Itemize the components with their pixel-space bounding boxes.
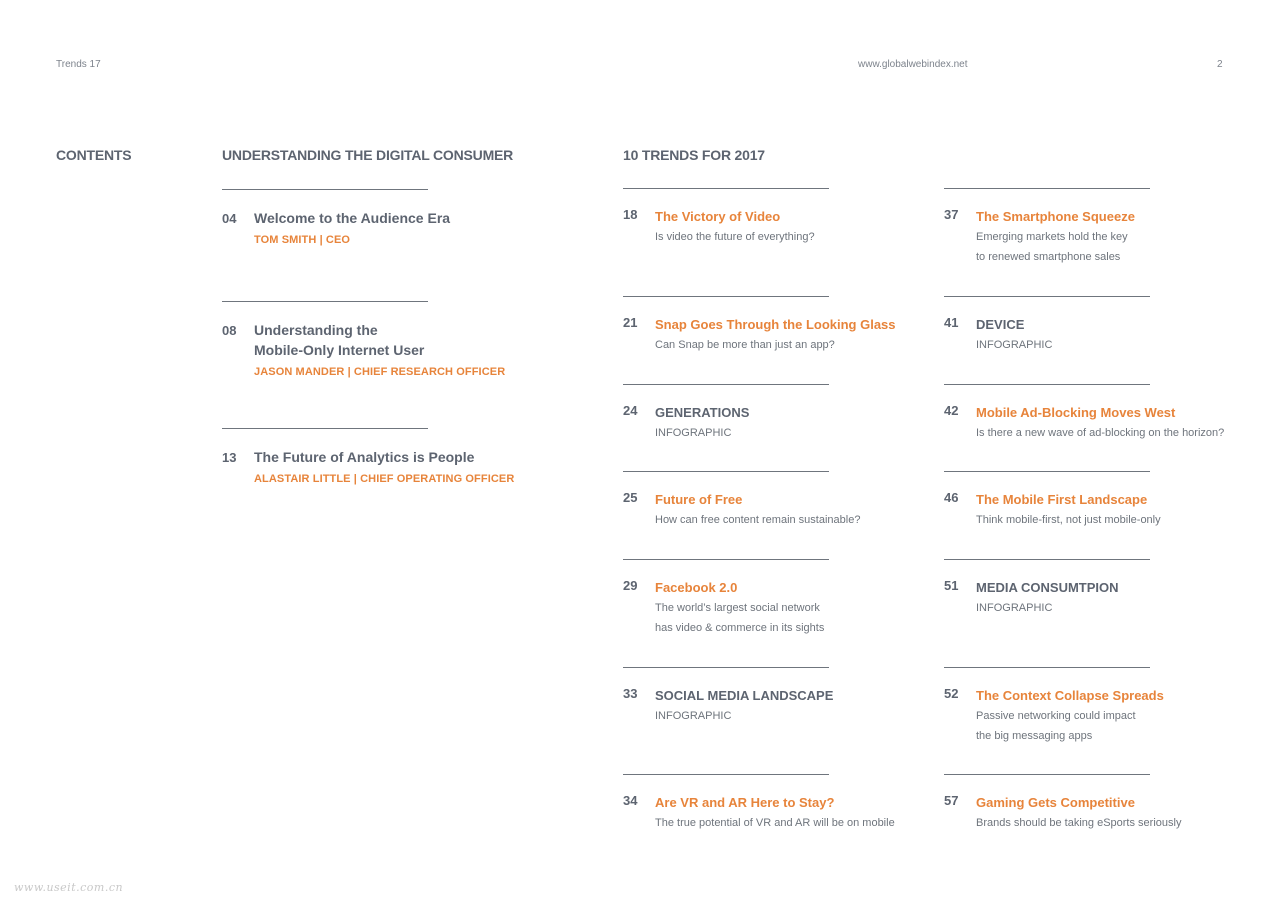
divider xyxy=(944,774,1150,775)
trends-heading: 10 TRENDS FOR 2017 xyxy=(623,147,765,163)
trend-page-number: 52 xyxy=(944,686,959,701)
trend-subtitle: the big messaging apps xyxy=(976,730,1093,742)
trend-title: MEDIA CONSUMTPION xyxy=(976,580,1119,595)
divider xyxy=(944,471,1150,472)
divider xyxy=(944,559,1150,560)
trend-subtitle: Passive networking could impact xyxy=(976,710,1136,722)
trend-title: Are VR and AR Here to Stay? xyxy=(655,795,835,810)
divider xyxy=(623,667,829,668)
trend-subtitle: Can Snap be more than just an app? xyxy=(655,339,835,351)
trend-page-number: 29 xyxy=(623,578,638,593)
header-publication: Trends 17 xyxy=(56,59,101,70)
trend-title: DEVICE xyxy=(976,317,1025,332)
trend-page-number: 25 xyxy=(623,490,638,505)
trend-subtitle: has video & commerce in its sights xyxy=(655,622,825,634)
trend-subtitle: How can free content remain sustainable? xyxy=(655,514,861,526)
divider xyxy=(623,471,829,472)
trend-subtitle: to renewed smartphone sales xyxy=(976,251,1121,263)
trend-subtitle: The world’s largest social network xyxy=(655,602,820,614)
divider xyxy=(623,774,829,775)
trend-subtitle: Is there a new wave of ad-blocking on the horizon? xyxy=(976,427,1225,439)
trend-page-number: 42 xyxy=(944,403,959,418)
digital-consumer-heading: UNDERSTANDING THE DIGITAL CONSUMER xyxy=(222,147,514,163)
divider xyxy=(944,296,1150,297)
entry-title-line-2: Mobile-Only Internet User xyxy=(254,342,425,358)
entry-page-number: 04 xyxy=(222,211,237,226)
divider xyxy=(944,667,1150,668)
trend-title: GENERATIONS xyxy=(655,405,750,420)
trend-subtitle: Think mobile-first, not just mobile-only xyxy=(976,514,1161,526)
entry-title: The Future of Analytics is People xyxy=(254,449,475,465)
trend-title: SOCIAL MEDIA LANDSCAPE xyxy=(655,688,834,703)
divider xyxy=(222,428,428,429)
entry-author: ALASTAIR LITTLE | CHIEF OPERATING OFFICER xyxy=(254,473,515,485)
trend-subtitle: The true potential of VR and AR will be on mobile xyxy=(655,817,895,829)
trend-page-number: 37 xyxy=(944,207,959,222)
trend-page-number: 41 xyxy=(944,315,959,330)
entry-title: Welcome to the Audience Era xyxy=(254,210,451,226)
divider xyxy=(944,384,1150,385)
trend-title: Gaming Gets Competitive xyxy=(976,795,1135,810)
divider xyxy=(944,188,1150,189)
trend-title: Facebook 2.0 xyxy=(655,580,738,595)
trend-page-number: 57 xyxy=(944,793,959,808)
trend-page-number: 18 xyxy=(623,207,638,222)
trend-page-number: 24 xyxy=(623,403,638,418)
divider xyxy=(623,559,829,560)
trend-title: Future of Free xyxy=(655,492,743,507)
entry-author: JASON MANDER | CHIEF RESEARCH OFFICER xyxy=(254,366,506,378)
trend-title: The Context Collapse Spreads xyxy=(976,688,1164,703)
contents-heading: CONTENTS xyxy=(56,147,132,163)
entry-author: TOM SMITH | CEO xyxy=(254,234,351,246)
divider xyxy=(623,384,829,385)
trend-subtitle: INFOGRAPHIC xyxy=(655,427,732,439)
header-url[interactable]: www.globalwebindex.net xyxy=(858,59,968,70)
trend-title: Snap Goes Through the Looking Glass xyxy=(655,317,896,332)
trend-title: Mobile Ad-Blocking Moves West xyxy=(976,405,1176,420)
entry-page-number: 08 xyxy=(222,323,237,338)
trend-subtitle: Emerging markets hold the key xyxy=(976,231,1128,243)
trend-subtitle: INFOGRAPHIC xyxy=(976,602,1053,614)
divider xyxy=(623,296,829,297)
divider xyxy=(222,301,428,302)
page-number: 2 xyxy=(1217,59,1223,70)
trend-page-number: 21 xyxy=(623,315,638,330)
trend-subtitle: INFOGRAPHIC xyxy=(655,710,732,722)
trend-subtitle: INFOGRAPHIC xyxy=(976,339,1053,351)
trend-page-number: 34 xyxy=(623,793,638,808)
trend-title: The Mobile First Landscape xyxy=(976,492,1148,507)
divider xyxy=(623,188,829,189)
entry-title-line-1: Understanding the xyxy=(254,322,378,338)
trend-title: The Victory of Video xyxy=(655,209,781,224)
trend-page-number: 46 xyxy=(944,490,959,505)
trend-subtitle: Is video the future of everything? xyxy=(655,231,815,243)
trend-subtitle: Brands should be taking eSports seriously xyxy=(976,817,1182,829)
watermark: www.useit.com.cn xyxy=(14,881,124,894)
entry-page-number: 13 xyxy=(222,450,237,465)
divider xyxy=(222,189,428,190)
trend-page-number: 51 xyxy=(944,578,959,593)
trend-title: The Smartphone Squeeze xyxy=(976,209,1135,224)
trend-page-number: 33 xyxy=(623,686,638,701)
